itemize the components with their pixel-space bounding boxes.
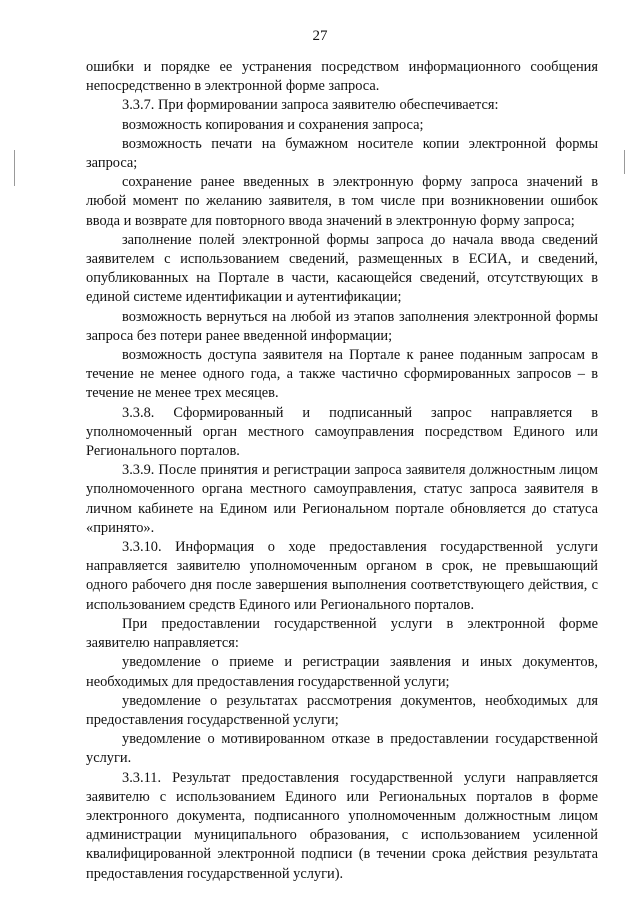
- paragraph-notifications-intro: При предоставлении государственной услуги в электронной форме заявителю направляется:: [86, 615, 598, 652]
- list-item-notice-receipt: уведомление о приеме и регистрации заявления и иных документов, необходимых для предоставления государственной услуги;: [86, 654, 598, 690]
- paragraph-3-3-7: 3.3.7. При формировании запроса заявителю обеспечивается:: [122, 97, 499, 114]
- list-item-autofill: заполнение полей электронной формы запроса до начала ввода сведений заявителем с использованием сведений, размещенных в ЕСИА, и сведений, опубликованных на Портале в части, касающейся сведений, отсутствующих в единой системе идентификации и аутентификации;: [86, 231, 598, 306]
- paragraph-3-3-11: 3.3.11. Результат предоставления государственной услуги направляется заявителю с использованием Единого или Региональных порталов в форме электронного документа, подписанного уполномоченным должностным лицом администрации муниципального образования, с использованием усиленной квалифицированной электронной подписи (в течении срока действия результата предоставления государственной услуги).: [86, 769, 598, 882]
- paragraph-3-3-9: 3.3.9. После принятия и регистрации запроса заявителя должностным лицом уполномоченного органа местного самоуправления, статус запроса заявителя в личном кабинете на Едином или Региональном портале обновляется до статуса «принято».: [86, 462, 598, 536]
- paragraph-continuation: ошибки и порядке ее устранения посредством информационного сообщения непосредственно в электронной форме запроса.: [86, 59, 598, 95]
- list-item-save-values: сохранение ранее введенных в электронную форму запроса значений в любой момент по желанию заявителя, в том числе при возникновении ошибок ввода и возврате для повторного ввода значений в электронную форму запроса;: [86, 174, 598, 229]
- paragraph-3-3-10: 3.3.10. Информация о ходе предоставления государственной услуги направляется заявителю уполномоченным органом в срок, не превышающий одного рабочего дня после завершения выполнения соответствующего действия, с использованием средств Единого или Регионального порталов.: [86, 539, 598, 613]
- page-number: 27: [312, 28, 328, 44]
- list-item-return-step: возможность вернуться на любой из этапов заполнения электронной формы запроса без потери ранее введенной информации;: [86, 308, 598, 344]
- document-body: [86, 58, 598, 884]
- scan-mark-left: [14, 150, 15, 186]
- list-item-copy-save: возможность копирования и сохранения запроса;: [122, 116, 424, 133]
- list-item-notice-refusal: уведомление о мотивированном отказе в предоставлении государственной услуги.: [86, 731, 598, 767]
- scan-mark-right: [624, 150, 625, 174]
- list-item-access-requests: возможность доступа заявителя на Портале к ранее поданным запросам в течение не менее одного года, а также частично сформированных запросов – в течение не менее трех месяцев.: [86, 347, 598, 402]
- list-item-notice-results: уведомление о результатах рассмотрения документов, необходимых для предоставления государственной услуги;: [86, 692, 598, 728]
- list-item-print: возможность печати на бумажном носителе копии электронной формы запроса;: [86, 135, 598, 172]
- paragraph-3-3-8: 3.3.8. Сформированный и подписанный запрос направляется в уполномоченный орган местного самоуправления посредством Единого или Регионального порталов.: [86, 404, 598, 460]
